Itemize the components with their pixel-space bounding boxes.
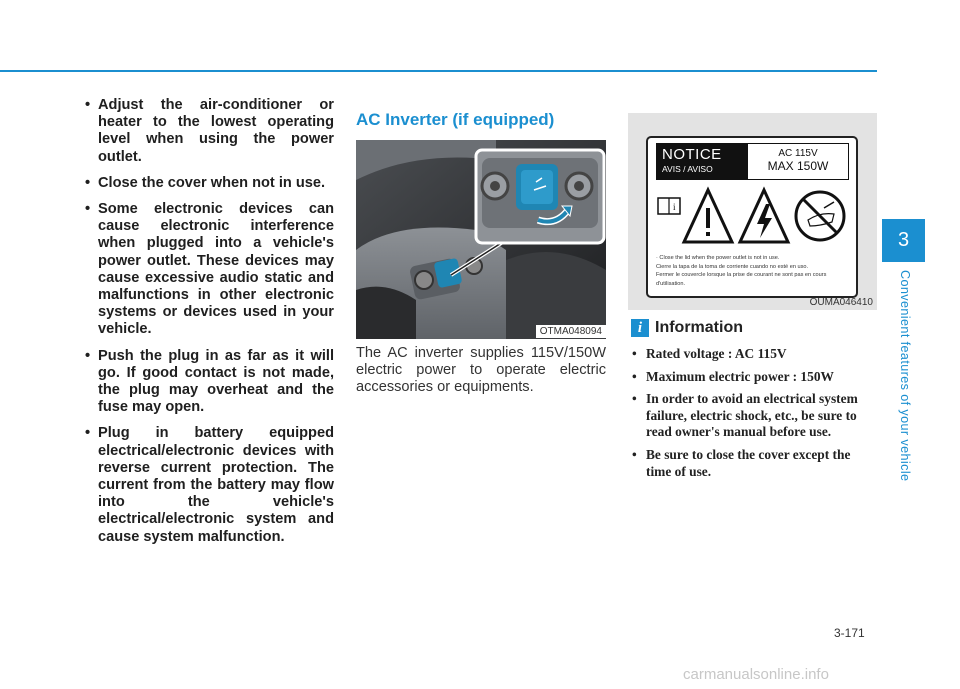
chapter-tab: 3 [882,219,925,262]
middle-column [356,110,606,130]
label-fine-print [656,254,851,288]
list-item: • In order to avoid an electrical system failure, electric shock, etc., be sure to read owner's manual before use. [631,391,877,441]
label-header [656,143,849,180]
watermark: carmanualsonline.info [683,666,829,683]
information-header [631,319,743,337]
notice-label [646,136,858,298]
caution-list [76,97,334,546]
label-rating-block [748,143,849,180]
page-number: 3-171 [834,626,865,640]
list-item: • Close the cover when not in use. [76,175,334,192]
no-spill-icon [796,192,844,240]
label-pictograms [656,186,851,252]
notice-label-figure [628,113,877,310]
info-icon: i [631,319,649,337]
label-power: MAX 150W [767,159,829,173]
list-item: • Plug in battery equipped electrical/electronic devices with reverse current protection. The current from the battery may flow into the vehicle's electrical/electronic system and cause system malfunction. [76,425,334,545]
label-voltage: AC 115V [778,148,818,159]
chapter-title: Convenient features of your vehicle [898,270,912,482]
information-list [631,346,877,486]
label-title: NOTICE [662,146,722,163]
svg-text:i: i [673,202,676,212]
chapter-side-title [895,270,915,492]
list-item: • Rated voltage : AC 115V [631,346,877,363]
fine-print-line: Fermer le couvercle lorsque la prise de courant ne sont pas en cours d'utilisation. [656,272,827,287]
warning-triangle-icon [684,190,732,242]
photo-caption: OTMA048094 [536,325,606,338]
list-item: • Some electronic devices can cause electronic interference when plugged into a vehicle's power outlet. These devices may cause excessive audio static and malfunctions in other electronic systems or devices used in your vehicle. [76,201,334,339]
section-title: AC Inverter (if equipped) [356,110,555,129]
list-item: • Adjust the air-conditioner or heater to the lowest operating level when using the power outlet. [76,97,334,166]
information-title: Information [655,319,743,336]
electric-shock-icon [740,190,788,242]
inverter-description: The AC inverter supplies 115V/150W electric power to operate electric accessories or equipments. [356,345,606,395]
list-item: • Push the plug in as far as it will go. If good contact is not made, the plug may overheat and the fuse may open. [76,348,334,417]
header-rule [0,70,877,72]
list-item: • Be sure to close the cover except the time of use. [631,447,877,480]
label-subtitle: AVIS / AVISO [662,164,713,174]
list-item: • Maximum electric power : 150W [631,369,877,386]
manual-icon [658,198,680,214]
inverter-photo [356,140,606,339]
left-column [76,97,334,555]
fine-print-line: · Close the lid when the power outlet is not in use. [656,255,780,261]
inverter-illustration [356,140,606,339]
notice-caption: OUMA046410 [809,297,873,308]
label-notice-block [656,143,748,180]
fine-print-line: Cierre la tapa de la toma de corriente cuando no esté en uso. [656,263,809,270]
